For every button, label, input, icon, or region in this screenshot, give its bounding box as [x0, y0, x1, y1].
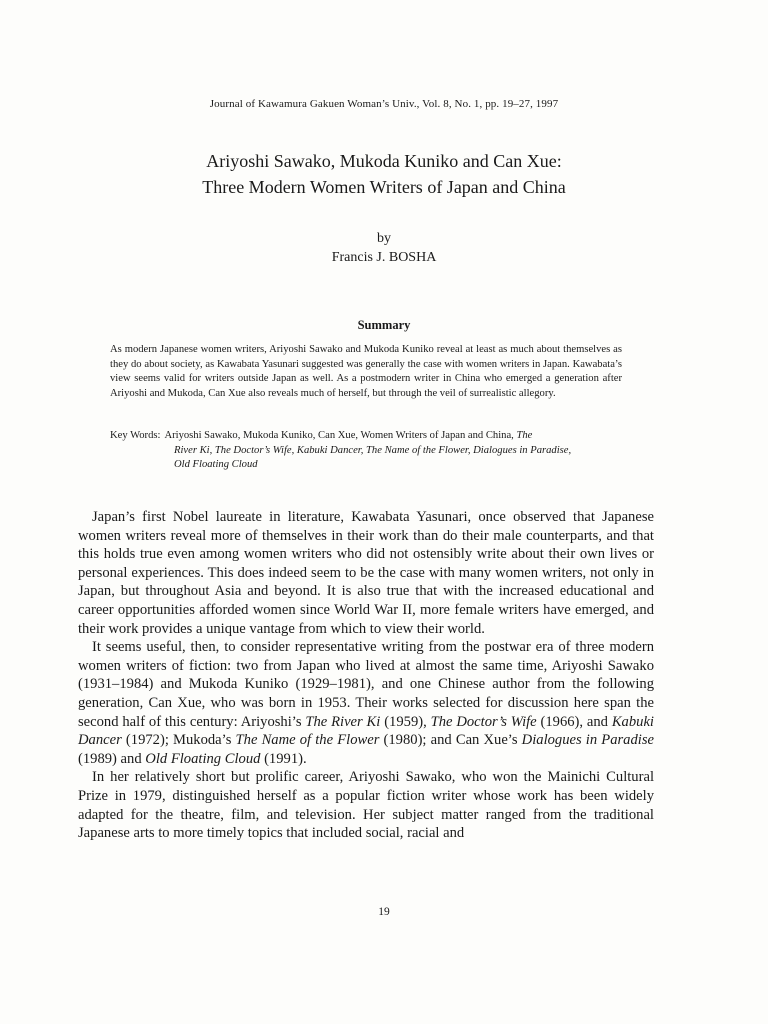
- work-title-old-floating-cloud: Old Floating Cloud: [145, 750, 261, 767]
- by-word: by: [377, 231, 391, 246]
- body-paragraph-1: Japan’s first Nobel laureate in literature, Kawabata Yasunari, once observed that Japanese women writers reveal more of themselves in their work than do their male counterparts, and that this holds true even among women writers who did not ostensibly write about their own lives or personal experiences. This does indeed seem to be the case with many women writers, not only in Japan, but throughout Asia and beyond. It is also true that with the increased educational and career opportunities afforded women since World War II, more female writers have emerged, and their work provides a unique vantage from which to view their world.: [78, 509, 654, 637]
- author-name: Francis J. BOSHA: [331, 250, 437, 265]
- keywords-line-1: [164, 429, 626, 444]
- p2-text-b: (1959),: [380, 713, 431, 730]
- keywords-label: Key Words:: [110, 430, 161, 441]
- keywords-italic-1: The: [516, 430, 533, 441]
- body-paragraph-2: [78, 638, 654, 768]
- title-line-1: Ariyoshi Sawako, Mukoda Kuniko and Can Xue:: [206, 151, 562, 171]
- keywords-line-2: [110, 444, 626, 459]
- p2-text-c: (1966), and: [536, 713, 612, 730]
- summary-heading: Summary: [357, 318, 411, 332]
- keywords-line-3: [110, 458, 626, 473]
- work-title-river-ki: The River Ki: [305, 713, 381, 730]
- keywords-italic-2: River Ki, The Doctor’s Wife, Kabuki Dancer, The Name of the Flower, Dialogues in Paradise,: [174, 444, 572, 456]
- body-text: [78, 508, 654, 843]
- journal-citation: Journal of Kawamura Gakuen Woman’s Univ., Vol. 8, No. 1, pp. 19–27, 1997: [209, 98, 559, 110]
- p2-text-d: (1972); Mukoda’s: [121, 732, 236, 749]
- work-title-kabuki-dancer: Kabuki Dancer: [78, 713, 654, 749]
- keywords-row: [110, 429, 626, 444]
- work-title-name-of-flower: The Name of the Flower: [235, 732, 380, 749]
- work-title-doctors-wife: The Doctor’s Wife: [430, 713, 537, 730]
- p2-text-g: (1991).: [260, 750, 307, 767]
- body-paragraph-3: In her relatively short but prolific career, Ariyoshi Sawako, who won the Mainichi Cultural Prize in 1979, distinguished herself as a popular fiction writer whose work has been widely adapted for the theatre, film, and television. Her subject matter ranged from the traditional Japanese arts to more timely topics that included social, racial and: [78, 769, 654, 842]
- byline: [0, 229, 768, 267]
- work-title-dialogues-in-paradise: Dialogues in Paradise: [521, 732, 654, 749]
- page-number: 19: [378, 906, 390, 918]
- keywords-italic-3: Old Floating Cloud: [174, 459, 258, 471]
- keywords-plain: Ariyoshi Sawako, Mukoda Kuniko, Can Xue, Women Writers of Japan and China,: [164, 430, 514, 441]
- summary-text: As modern Japanese women writers, Ariyoshi Sawako and Mukoda Kuniko reveal at least as much about themselves as they do about society, as Kawabata Yasunari suggested was generally the case with women writers in Japan. Kawabata’s view seems valid for writers outside Japan as well. As a postmodern writer in China who emerged a generation after Ariyoshi and Mukoda, Can Xue also reveals much of herself, but through the veil of surrealistic allegory.: [110, 344, 622, 399]
- keywords-section: [110, 429, 626, 473]
- summary-section: [110, 343, 622, 401]
- p2-text-e: (1980); and Can Xue’s: [379, 732, 522, 749]
- p2-text-f: (1989) and: [78, 750, 146, 767]
- title-line-2: Three Modern Women Writers of Japan and China: [202, 177, 566, 197]
- paper-title: [0, 148, 768, 200]
- p2-text-a: It seems useful, then, to consider representative writing from the postwar era of three modern women writers of fiction: two from Japan who lived at almost the same time, Ariyoshi Sawako (1931–1984) and Mukoda Kuniko (1929–1981), and one Chinese author from the following generation, Can Xue, who was born in 1953. Their works selected for discussion here span the second half of this century: Ariyoshi’s: [78, 639, 654, 730]
